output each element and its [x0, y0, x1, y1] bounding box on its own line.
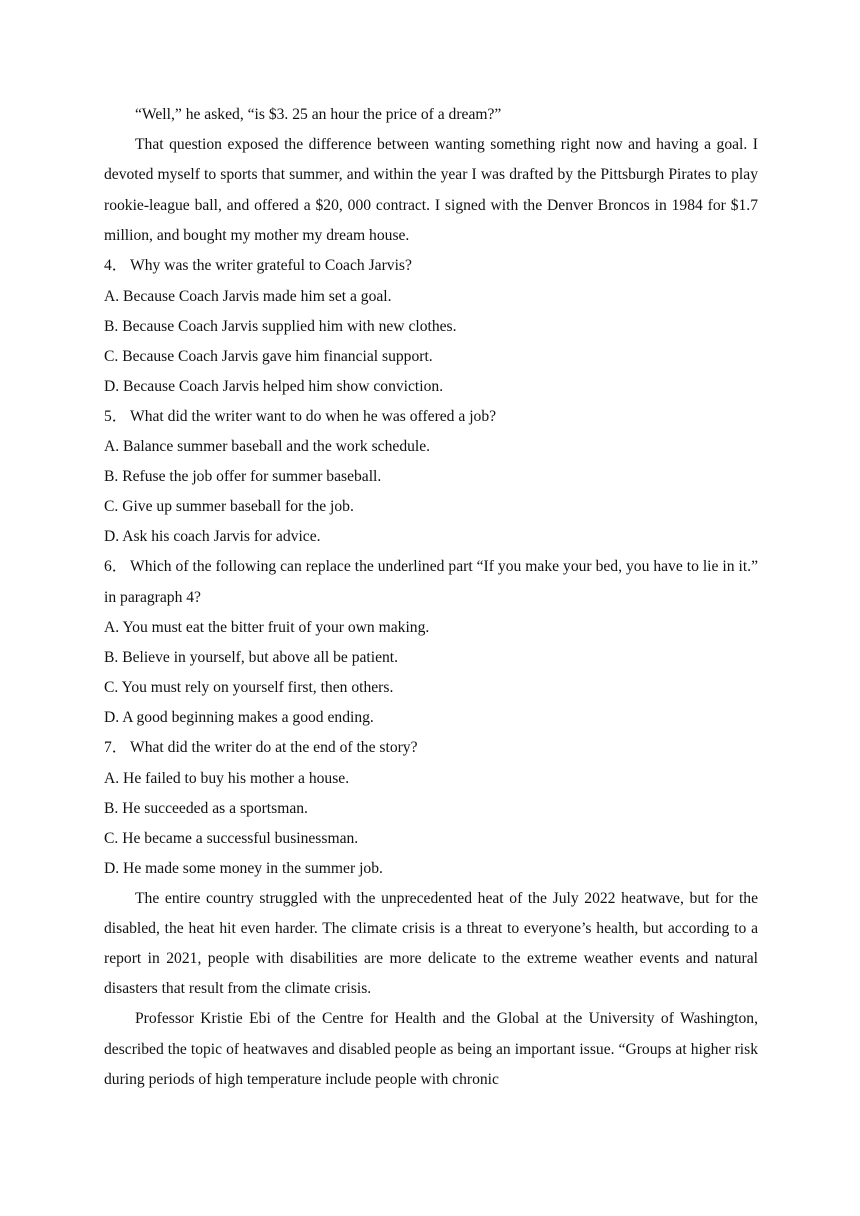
question-7	[104, 733, 758, 884]
option-a: A. Because Coach Jarvis made him set a goal.	[104, 287, 392, 305]
passage-1	[104, 100, 758, 251]
option-c: C. Give up summer baseball for the job.	[104, 498, 354, 516]
option-c: C. You must rely on yourself first, then others.	[104, 679, 394, 697]
paragraph: Professor Kristie Ebi of the Centre for Health and the Global at the University of Washington, described the topic of heatwaves and disabled people as being an important issue. “Groups at higher risk during periods of high temperature include people with chronic	[104, 1010, 758, 1088]
option-d: D. Because Coach Jarvis helped him show conviction.	[104, 377, 444, 395]
option-a: A. He failed to buy his mother a house.	[104, 769, 350, 787]
question-text: Which of the following can replace the underlined part “If you make your bed, you have to lie in it.” in paragraph 4?	[104, 558, 758, 606]
question-number: 5．	[104, 407, 128, 425]
question-6	[104, 552, 758, 733]
paragraph: The entire country struggled with the unprecedented heat of the July 2022 heatwave, but for the disabled, the heat hit even harder. The climate crisis is a threat to everyone’s health, but according to a report in 2021, people with disabilities are more delicate to the extreme weather events and natural disasters that result from the climate crisis.	[104, 889, 758, 998]
question-text: What did the writer want to do when he was offered a job?	[130, 407, 497, 425]
option-c: C. He became a successful businessman.	[104, 829, 359, 847]
question-number: 7．	[104, 739, 128, 757]
option-b: B. He succeeded as a sportsman.	[104, 799, 308, 817]
option-d: D. Ask his coach Jarvis for advice.	[104, 528, 321, 546]
question-number: 4．	[104, 257, 128, 275]
option-d: D. A good beginning makes a good ending.	[104, 709, 374, 727]
question-5	[104, 402, 758, 553]
question-number: 6．	[104, 558, 128, 576]
paragraph: “Well,” he asked, “is $3. 25 an hour the price of a dream?”	[135, 106, 502, 123]
paragraph: That question exposed the difference between wanting something right now and having a goal. I devoted myself to sports that summer, and within the year I was drafted by the Pittsburgh Pirates to play rookie-league ball, and offered a $20, 000 contract. I signed with the Denver Broncos in 1984 for $1.7 million, and bought my mother my dream house.	[104, 136, 758, 244]
option-b: B. Believe in yourself, but above all be patient.	[104, 649, 399, 667]
option-d: D. He made some money in the summer job.	[104, 859, 383, 877]
document-page	[104, 100, 758, 1095]
passage-2	[104, 884, 758, 1095]
question-stem	[104, 402, 758, 433]
option-b: B. Because Coach Jarvis supplied him with new clothes.	[104, 317, 457, 335]
question-stem	[104, 251, 758, 282]
question-4	[104, 251, 758, 402]
question-text: What did the writer do at the end of the story?	[130, 739, 418, 757]
question-stem	[104, 733, 758, 764]
question-stem	[104, 552, 758, 613]
option-a: A. Balance summer baseball and the work schedule.	[104, 438, 431, 456]
option-a: A. You must eat the bitter fruit of your own making.	[104, 619, 430, 637]
question-text: Why was the writer grateful to Coach Jarvis?	[130, 257, 412, 275]
option-c: C. Because Coach Jarvis gave him financial support.	[104, 347, 433, 365]
option-b: B. Refuse the job offer for summer baseball.	[104, 468, 382, 486]
